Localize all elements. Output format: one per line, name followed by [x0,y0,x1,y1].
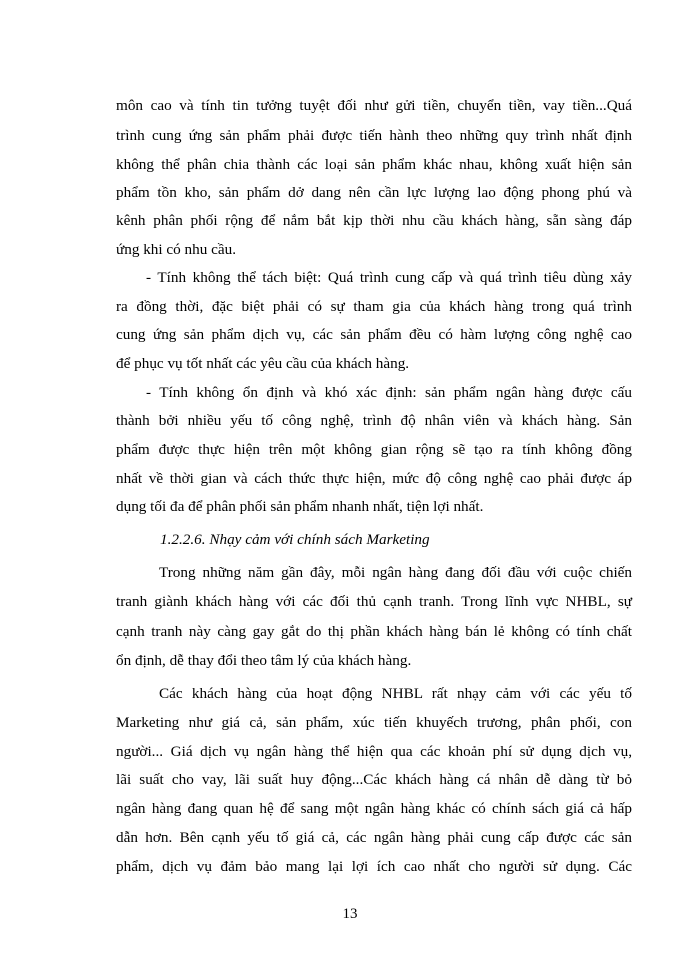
text-line: để phục vụ tốt nhất các yêu cầu của khách hàng. [116,355,410,372]
text-line: ngân hàng đang quan hệ để sang một ngân hàng khác có chính sách giá cả hấp [116,800,632,817]
page-number: 13 [342,906,358,922]
text-line: Trong những năm gần đây, mỗi ngân hàng đang đối đầu với cuộc chiến [159,564,632,581]
text-line: không thể phân chia thành các loại sản phẩm khác nhau, không xuất hiện sản [116,156,632,173]
text-line: phẩm, dịch vụ đảm bảo mang lại lợi ích cao nhất cho người sử dụng. Các [116,858,632,875]
text-line: Marketing như giá cả, sản phẩm, xúc tiến khuyếch trương, phân phối, con [116,714,632,731]
text-line: tranh giành khách hàng với các đối thủ cạnh tranh. Trong lĩnh vực NHBL, sự [116,593,632,610]
text-line: trình cung ứng sản phẩm phải được tiến hành theo những quy trình nhất định [116,127,632,144]
text-line: ra đồng thời, đặc biệt phải có sự tham gia của khách hàng trong quá trình [116,298,632,315]
text-line: phẩm được thực hiện trên một không gian rộng sẽ tạo ra tính không đồng [116,441,632,458]
text-line: - Tính không ổn định và khó xác định: sản phẩm ngân hàng được cấu [146,384,632,401]
text-line: dẫn hơn. Bên cạnh yếu tố giá cả, các ngân hàng phải cung cấp được các sản [116,829,632,846]
text-line: phẩm tồn kho, sản phẩm dở dang nên cần lực lượng lao động phong phú và [116,184,632,201]
text-line: ứng khi có nhu cầu. [116,241,237,258]
text-line: thành bởi nhiều yếu tố công nghệ, trình độ nhân viên và khách hàng. Sản [116,412,632,429]
text-line: ổn định, dễ thay đổi theo tâm lý của khách hàng. [116,652,412,669]
text-line: Các khách hàng của hoạt động NHBL rất nhạy cảm với các yếu tố [159,685,632,702]
text-line: người... Giá dịch vụ ngân hàng thể hiện qua các khoản phí sử dụng dịch vụ, [116,743,632,760]
text-line: dụng tối đa để phân phối sản phẩm nhanh nhất, tiện lợi nhất. [116,498,484,515]
text-line: kênh phân phối rộng để nắm bắt kịp thời nhu cầu khách hàng, sẵn sàng đáp [116,212,632,229]
text-line: lãi suất cho vay, lãi suất huy động...Các khách hàng cá nhân dễ dàng từ bỏ [116,771,632,788]
section-heading: 1.2.2.6. Nhạy cảm với chính sách Marketing [160,531,430,548]
text-line: môn cao và tính tin tưởng tuyệt đối như gửi tiền, chuyển tiền, vay tiền...Quá [116,97,632,114]
text-line: cung ứng sản phẩm dịch vụ, các sản phẩm đều có hàm lượng công nghệ cao [116,326,632,343]
text-line: cạnh tranh này càng gay gắt do thị phần khách hàng bán lẻ không có tính chất [116,623,632,640]
text-line: - Tính không thể tách biệt: Quá trình cung cấp và quá trình tiêu dùng xảy [146,269,632,286]
text-line: nhất về thời gian và cách thức thực hiện, mức độ công nghệ cao phải được áp [116,470,632,487]
